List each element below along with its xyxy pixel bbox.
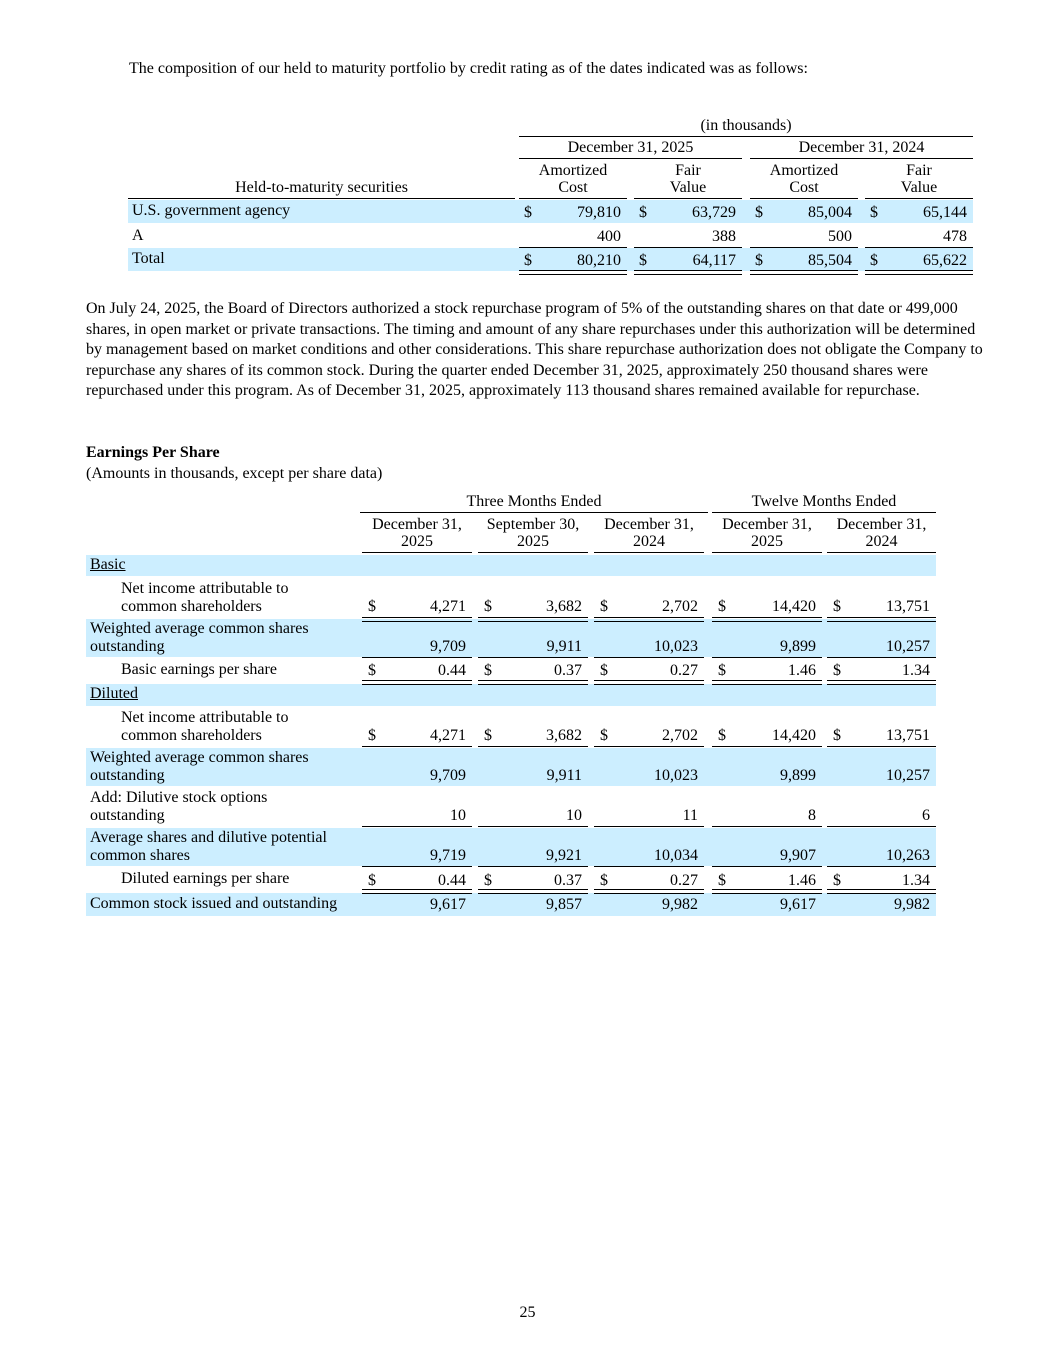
htm-cell: 80,210 bbox=[577, 252, 621, 269]
htm-row-header: Held-to-maturity securities bbox=[235, 179, 408, 196]
eps-cell: 1.34 bbox=[902, 872, 930, 889]
eps-col-header: 2024 bbox=[633, 533, 665, 550]
eps-cell: 9,617 bbox=[430, 896, 466, 913]
eps-col-header: December 31, bbox=[372, 516, 462, 533]
eps-rule bbox=[362, 657, 472, 658]
eps-cell: 1.46 bbox=[788, 872, 816, 889]
eps-col-header: December 31, bbox=[604, 516, 694, 533]
eps-cell: 9,982 bbox=[894, 896, 930, 913]
htm-col-header: Fair bbox=[906, 162, 932, 179]
htm-col-header: Value bbox=[669, 179, 707, 196]
htm-rule bbox=[128, 198, 515, 199]
currency-symbol: $ bbox=[484, 598, 492, 615]
repurchase-paragraph: On July 24, 2025, the Board of Directors authorized a stock repurchase program of 5% of the outstanding shares on that date or 499,000 shares, in open market or private transactions. The timing and amount of any share repurchases under this authorization will be determined by management based on market conditions and other considerations. This share repurchase authorization does not obligate the Company to repurchase any shares of its common stock. During the quarter ended December 31, 2025, approximately 250 thousand shares were repurchased under this program. As of December 31, 2025, approximately 113 thousand shares remained available for repurchase. bbox=[86, 300, 983, 400]
eps-cell: 14,420 bbox=[772, 727, 816, 744]
eps-cell: 0.37 bbox=[554, 662, 582, 679]
htm-rule bbox=[519, 136, 973, 137]
htm-row-label: A bbox=[132, 227, 144, 244]
eps-cell: 9,617 bbox=[780, 896, 816, 913]
eps-row-label: Add: Dilutive stock options bbox=[90, 789, 268, 806]
htm-cell: 65,144 bbox=[923, 204, 967, 221]
eps-subtitle: (Amounts in thousands, except per share data) bbox=[86, 465, 383, 482]
eps-cell: 10,034 bbox=[654, 847, 698, 864]
eps-group-header: Twelve Months Ended bbox=[751, 493, 897, 510]
eps-double-rule bbox=[594, 889, 704, 894]
currency-symbol: $ bbox=[368, 662, 376, 679]
eps-cell: 10,263 bbox=[886, 847, 930, 864]
eps-rule bbox=[712, 746, 822, 747]
eps-rule bbox=[827, 746, 936, 747]
eps-row-label: common shareholders bbox=[121, 598, 262, 615]
eps-cell: 0.27 bbox=[670, 872, 698, 889]
eps-cell: 0.44 bbox=[438, 662, 466, 679]
currency-symbol: $ bbox=[600, 872, 608, 889]
htm-col-header: Cost bbox=[558, 179, 588, 196]
eps-row-label: outstanding bbox=[90, 807, 165, 824]
eps-double-rule bbox=[594, 680, 704, 685]
htm-col-header: Cost bbox=[789, 179, 819, 196]
eps-rule bbox=[594, 746, 704, 747]
eps-rule bbox=[362, 866, 472, 867]
basic-label: Basic bbox=[90, 556, 126, 573]
eps-rule bbox=[712, 657, 822, 658]
currency-symbol: $ bbox=[639, 252, 647, 269]
eps-col-header: 2025 bbox=[517, 533, 549, 550]
diluted-label: Diluted bbox=[90, 685, 138, 702]
htm-rule bbox=[750, 247, 858, 248]
currency-symbol: $ bbox=[870, 204, 878, 221]
currency-symbol: $ bbox=[755, 204, 763, 221]
eps-cell: 9,899 bbox=[780, 638, 816, 655]
eps-rule bbox=[362, 826, 472, 827]
eps-double-rule bbox=[362, 680, 472, 685]
htm-row-label: U.S. government agency bbox=[132, 202, 291, 219]
currency-symbol: $ bbox=[833, 872, 841, 889]
htm-row-label: Total bbox=[132, 250, 165, 267]
eps-rule bbox=[712, 866, 822, 867]
currency-symbol: $ bbox=[833, 662, 841, 679]
eps-row-label: Weighted average common shares bbox=[90, 749, 309, 766]
currency-symbol: $ bbox=[833, 727, 841, 744]
htm-cell: 85,504 bbox=[808, 252, 852, 269]
eps-row-label: Net income attributable to bbox=[121, 709, 289, 726]
eps-cell: 9,709 bbox=[430, 767, 466, 784]
htm-cell: 388 bbox=[712, 228, 736, 245]
eps-double-rule bbox=[594, 617, 704, 622]
eps-cell: 2,702 bbox=[662, 727, 698, 744]
eps-cell: 10,023 bbox=[654, 767, 698, 784]
eps-col-header: 2024 bbox=[865, 533, 898, 550]
eps-cell: 9,709 bbox=[430, 638, 466, 655]
eps-cell: 8 bbox=[808, 807, 816, 824]
eps-cell: 2,702 bbox=[662, 598, 698, 615]
eps-row-label: Average shares and dilutive potential bbox=[90, 829, 327, 846]
eps-row-label: Basic earnings per share bbox=[121, 661, 277, 678]
eps-col-header: 2025 bbox=[401, 533, 433, 550]
eps-double-rule bbox=[362, 889, 472, 894]
htm-cell: 65,622 bbox=[923, 252, 967, 269]
currency-symbol: $ bbox=[755, 252, 763, 269]
eps-rule bbox=[362, 746, 472, 747]
eps-cell: 9,719 bbox=[430, 847, 466, 864]
eps-cell: 9,911 bbox=[546, 767, 582, 784]
htm-rule bbox=[634, 247, 742, 248]
htm-rule bbox=[750, 198, 858, 199]
eps-cell: 0.27 bbox=[670, 662, 698, 679]
eps-cell: 9,921 bbox=[546, 847, 582, 864]
eps-row-label: common shares bbox=[90, 847, 190, 864]
eps-cell: 6 bbox=[922, 807, 930, 824]
eps-row-label: Diluted earnings per share bbox=[121, 870, 290, 887]
eps-cell: 3,682 bbox=[546, 727, 582, 744]
eps-col-header: September 30, bbox=[486, 516, 580, 533]
eps-rule bbox=[594, 826, 704, 827]
eps-rule bbox=[827, 866, 936, 867]
eps-section-diluted bbox=[90, 685, 138, 703]
htm-double-rule bbox=[634, 270, 742, 275]
htm-double-rule bbox=[519, 270, 627, 275]
htm-rule bbox=[865, 247, 973, 248]
eps-rule bbox=[478, 826, 588, 827]
eps-rule bbox=[478, 746, 588, 747]
htm-double-rule bbox=[865, 270, 973, 275]
eps-rule bbox=[827, 552, 936, 553]
currency-symbol: $ bbox=[368, 598, 376, 615]
eps-rule bbox=[827, 826, 936, 827]
eps-double-rule bbox=[478, 617, 588, 622]
currency-symbol: $ bbox=[639, 204, 647, 221]
eps-cell: 10,257 bbox=[886, 767, 930, 784]
eps-double-rule bbox=[827, 680, 936, 685]
eps-cell: 3,682 bbox=[546, 598, 582, 615]
currency-symbol: $ bbox=[368, 727, 376, 744]
htm-unit-label: (in thousands) bbox=[700, 117, 792, 134]
currency-symbol: $ bbox=[600, 727, 608, 744]
htm-rule bbox=[865, 198, 973, 199]
eps-title: Earnings Per Share bbox=[86, 444, 220, 461]
eps-row-label: outstanding bbox=[90, 638, 165, 655]
currency-symbol: $ bbox=[718, 662, 726, 679]
eps-double-rule bbox=[712, 889, 822, 894]
htm-cell: 63,729 bbox=[692, 204, 736, 221]
eps-row-label: Weighted average common shares bbox=[90, 620, 309, 637]
htm-double-rule bbox=[750, 270, 858, 275]
eps-rule bbox=[362, 552, 472, 553]
eps-rule bbox=[594, 657, 704, 658]
eps-rule bbox=[827, 657, 936, 658]
currency-symbol: $ bbox=[524, 252, 532, 269]
htm-rule bbox=[750, 158, 973, 159]
eps-rule bbox=[594, 552, 704, 553]
intro-text: The composition of our held to maturity portfolio by credit rating as of the dates indicated was as follows: bbox=[129, 60, 808, 77]
currency-symbol: $ bbox=[484, 662, 492, 679]
currency-symbol: $ bbox=[718, 598, 726, 615]
eps-cell: 9,911 bbox=[546, 638, 582, 655]
htm-period-2024: December 31, 2024 bbox=[798, 139, 925, 156]
eps-double-rule bbox=[712, 680, 822, 685]
eps-group-header: Three Months Ended bbox=[466, 493, 602, 510]
eps-row-label: Common stock issued and outstanding bbox=[90, 895, 338, 912]
eps-cell: 11 bbox=[682, 807, 698, 824]
eps-row-band bbox=[86, 684, 936, 706]
eps-col-header: December 31, bbox=[836, 516, 927, 533]
htm-rule bbox=[519, 158, 742, 159]
htm-cell: 400 bbox=[597, 228, 621, 245]
eps-row-label: common shareholders bbox=[121, 727, 262, 744]
currency-symbol: $ bbox=[484, 727, 492, 744]
eps-cell: 9,907 bbox=[780, 847, 816, 864]
eps-cell: 0.37 bbox=[554, 872, 582, 889]
page-number: 25 bbox=[519, 1304, 536, 1321]
currency-symbol: $ bbox=[870, 252, 878, 269]
eps-cell: 10,023 bbox=[654, 638, 698, 655]
eps-cell: 9,982 bbox=[662, 896, 698, 913]
htm-cell: 79,810 bbox=[577, 204, 621, 221]
eps-rule bbox=[712, 552, 822, 553]
eps-rule bbox=[478, 552, 588, 553]
eps-cell: 9,857 bbox=[546, 896, 582, 913]
currency-symbol: $ bbox=[524, 204, 532, 221]
eps-double-rule bbox=[478, 889, 588, 894]
eps-double-rule bbox=[712, 617, 822, 622]
htm-col-header: Fair bbox=[675, 162, 701, 179]
eps-cell: 4,271 bbox=[430, 598, 466, 615]
eps-rule bbox=[478, 657, 588, 658]
currency-symbol: $ bbox=[600, 662, 608, 679]
eps-double-rule bbox=[478, 680, 588, 685]
currency-symbol: $ bbox=[368, 872, 376, 889]
eps-rule bbox=[478, 866, 588, 867]
eps-double-rule bbox=[827, 617, 936, 622]
eps-rule bbox=[594, 866, 704, 867]
eps-double-rule bbox=[827, 889, 936, 894]
eps-cell: 1.34 bbox=[902, 662, 930, 679]
htm-cell: 64,117 bbox=[692, 252, 736, 269]
currency-symbol: $ bbox=[718, 727, 726, 744]
currency-symbol: $ bbox=[600, 598, 608, 615]
eps-cell: 0.44 bbox=[438, 872, 466, 889]
htm-cell: 478 bbox=[943, 228, 967, 245]
currency-symbol: $ bbox=[718, 872, 726, 889]
eps-rule bbox=[360, 512, 708, 513]
htm-rule bbox=[519, 247, 627, 248]
eps-cell: 9,899 bbox=[780, 767, 816, 784]
eps-cell: 14,420 bbox=[772, 598, 816, 615]
htm-cell: 85,004 bbox=[808, 204, 852, 221]
eps-cell: 1.46 bbox=[788, 662, 816, 679]
htm-period-2025: December 31, 2025 bbox=[567, 139, 694, 156]
eps-cell: 13,751 bbox=[886, 598, 930, 615]
currency-symbol: $ bbox=[484, 872, 492, 889]
eps-row-label: Net income attributable to bbox=[121, 580, 289, 597]
eps-col-header: December 31, bbox=[722, 516, 812, 533]
eps-cell: 10 bbox=[450, 807, 466, 824]
eps-rule bbox=[712, 826, 822, 827]
eps-rule bbox=[712, 512, 936, 513]
eps-row-band bbox=[86, 555, 936, 576]
htm-col-header: Amortized bbox=[769, 162, 839, 179]
eps-cell: 10,257 bbox=[886, 638, 930, 655]
eps-cell: 10 bbox=[566, 807, 582, 824]
htm-rule bbox=[634, 198, 742, 199]
htm-cell: 500 bbox=[828, 228, 852, 245]
eps-double-rule bbox=[362, 617, 472, 622]
htm-rule bbox=[519, 198, 627, 199]
eps-cell: 4,271 bbox=[430, 727, 466, 744]
eps-row-label: outstanding bbox=[90, 767, 165, 784]
eps-section-basic bbox=[90, 556, 126, 574]
htm-col-header: Value bbox=[900, 179, 938, 196]
currency-symbol: $ bbox=[833, 598, 841, 615]
eps-col-header: 2025 bbox=[751, 533, 783, 550]
eps-cell: 13,751 bbox=[886, 727, 930, 744]
htm-col-header: Amortized bbox=[538, 162, 608, 179]
